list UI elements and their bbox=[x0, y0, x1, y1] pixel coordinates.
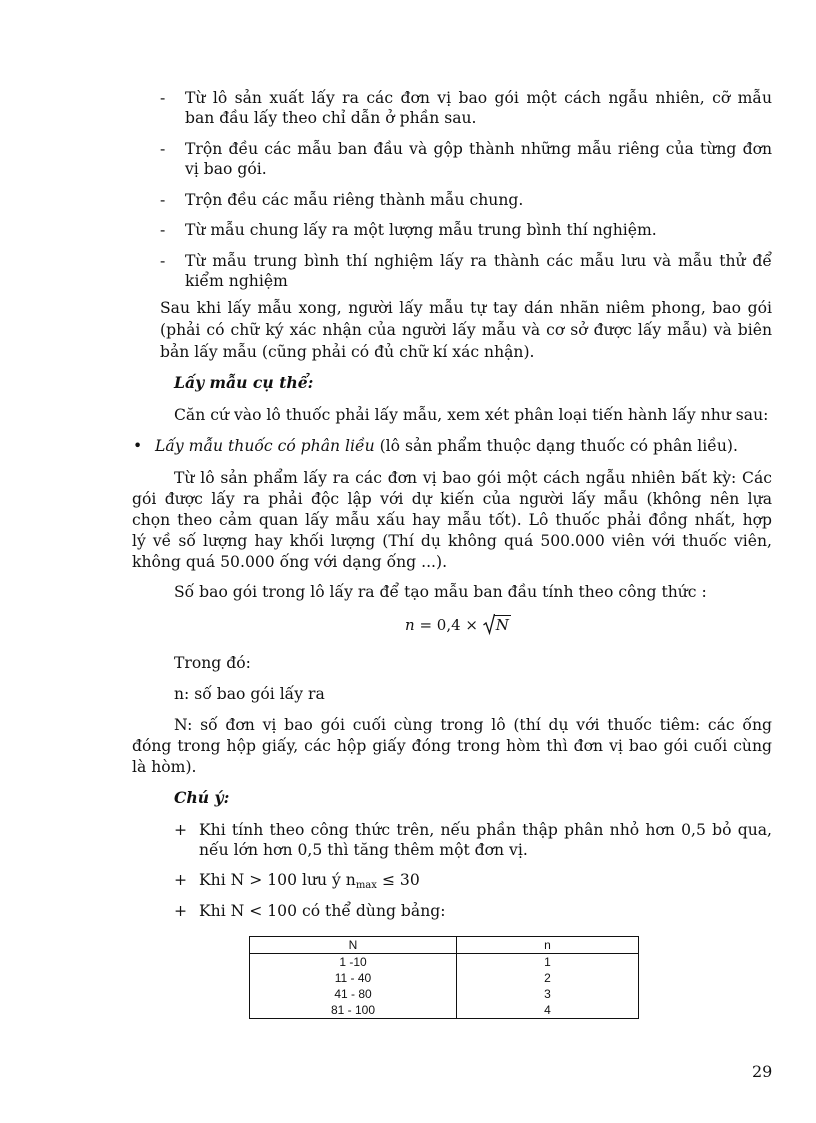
sample-size-table bbox=[249, 936, 639, 1019]
note-1-line-1: Khi tính theo công thức trên, nếu phần thập phân nhỏ hơn 0,5 bỏ qua, bbox=[199, 821, 772, 839]
table-cell-n: 4 bbox=[544, 1003, 551, 1017]
table-header-N: N bbox=[250, 937, 457, 954]
note-plus: + bbox=[174, 821, 188, 839]
step-5-line-1: Từ mẫu trung bình thí nghiệm lấy ra thành các mẫu lưu và mẫu thử để bbox=[185, 252, 772, 270]
list-dash: - bbox=[160, 191, 166, 209]
table-cell-n: 1 bbox=[544, 955, 551, 969]
note-plus: + bbox=[174, 871, 188, 889]
table-row bbox=[250, 970, 639, 986]
step-3-line-1: Trộn đều các mẫu riêng thành mẫu chung. bbox=[185, 191, 524, 209]
table-cell-N: 81 - 100 bbox=[250, 1002, 457, 1019]
page-number: 29 bbox=[752, 1062, 773, 1081]
table-cell-n: 2 bbox=[544, 971, 551, 985]
note-2-post: ≤ 30 bbox=[376, 871, 420, 889]
seal-paragraph-line-2: (phải có chữ ký xác nhận của người lấy mẫu và cơ sở được lấy mẫu) và biên bbox=[160, 321, 772, 339]
note-2-pre: Khi N > 100 lưu ý n bbox=[199, 871, 356, 889]
table-header-row bbox=[250, 937, 639, 954]
formula-lhs: n bbox=[405, 616, 415, 634]
bullet-text bbox=[155, 436, 738, 456]
note-3: Khi N < 100 có thể dùng bảng: bbox=[199, 902, 446, 920]
table-row bbox=[250, 1002, 639, 1019]
table-header-n: n bbox=[457, 937, 639, 954]
list-dash: - bbox=[160, 140, 166, 158]
definition-n: n: số bao gói lấy ra bbox=[174, 685, 325, 703]
note-2 bbox=[199, 870, 420, 896]
section-heading-specific: Lấy mẫu cụ thể: bbox=[174, 373, 314, 392]
random-paragraph-line-3: chọn theo cảm quan lấy mẫu xấu hay mẫu tốt). Lô thuốc phải đồng nhất, hợp bbox=[132, 511, 772, 529]
formula bbox=[405, 615, 511, 634]
bullet-dot: • bbox=[133, 437, 143, 455]
definition-N-line-1: N: số đơn vị bao gói cuối cùng trong lô (thí dụ với thuốc tiêm: các ống bbox=[174, 716, 772, 734]
table-cell-N: 41 - 80 bbox=[250, 986, 457, 1002]
note-heading: Chú ý: bbox=[174, 788, 230, 807]
bullet-italic: Lấy mẫu thuốc có phân liều bbox=[155, 437, 375, 455]
formula-intro: Số bao gói trong lô lấy ra để tạo mẫu ban đầu tính theo công thức : bbox=[174, 583, 707, 601]
random-paragraph-line-1: Từ lô sản phẩm lấy ra các đơn vị bao gói một cách ngẫu nhiên bất kỳ: Các bbox=[174, 469, 772, 487]
step-1-line-1: Từ lô sản xuất lấy ra các đơn vị bao gói một cách ngẫu nhiên, cỡ mẫu bbox=[185, 89, 772, 107]
random-paragraph-line-2: gói được lấy ra phải độc lập với dự kiến của người lấy mẫu (không nên lựa bbox=[132, 490, 772, 508]
note-2-subscript: max bbox=[355, 880, 377, 891]
formula-radicand: N bbox=[495, 616, 509, 634]
step-4-line-1: Từ mẫu chung lấy ra một lượng mẫu trung bình thí nghiệm. bbox=[185, 221, 657, 239]
bullet-rest: (lô sản phẩm thuộc dạng thuốc có phân liều). bbox=[374, 437, 738, 455]
definition-N-line-3: là hòm). bbox=[132, 758, 197, 776]
seal-paragraph-line-1: Sau khi lấy mẫu xong, người lấy mẫu tự tay dán nhãn niêm phong, bao gói bbox=[160, 299, 772, 317]
intro-specific: Căn cứ vào lô thuốc phải lấy mẫu, xem xét phân loại tiến hành lấy như sau: bbox=[174, 406, 769, 424]
step-5-line-2: kiểm nghiệm bbox=[185, 272, 288, 290]
formula-eq: = 0,4 × bbox=[414, 616, 483, 634]
definition-N-line-2: đóng trong hộp giấy, các hộp giấy đóng trong hòm thì đơn vị bao gói cuối cùng bbox=[132, 737, 772, 755]
list-dash: - bbox=[160, 221, 166, 239]
random-paragraph-line-4: lý về số lượng hay khối lượng (Thí dụ không quá 500.000 viên với thuốc viên, bbox=[132, 532, 772, 550]
step-2-line-1: Trộn đều các mẫu ban đầu và gộp thành những mẫu riêng của từng đơn bbox=[185, 140, 772, 158]
table-cell-n: 3 bbox=[544, 987, 551, 1001]
note-1-line-2: nếu lớn hơn 0,5 thì tăng thêm một đơn vị. bbox=[199, 841, 528, 859]
random-paragraph-line-5: không quá 50.000 ống với dạng ống ...). bbox=[132, 553, 448, 571]
note-plus: + bbox=[174, 902, 188, 920]
list-dash: - bbox=[160, 89, 166, 107]
table-cell-N: 1 -10 bbox=[250, 954, 457, 971]
step-1-line-2: ban đầu lấy theo chỉ dẫn ở phần sau. bbox=[185, 109, 477, 127]
table-row bbox=[250, 954, 639, 971]
table-row bbox=[250, 986, 639, 1002]
where-label: Trong đó: bbox=[174, 654, 251, 672]
seal-paragraph-line-3: bản lấy mẫu (cũng phải có đủ chữ kí xác nhận). bbox=[160, 343, 535, 361]
table-cell-N: 11 - 40 bbox=[250, 970, 457, 986]
sqrt-symbol bbox=[483, 615, 511, 634]
list-dash: - bbox=[160, 252, 166, 270]
step-2-line-2: vị bao gói. bbox=[185, 160, 267, 178]
